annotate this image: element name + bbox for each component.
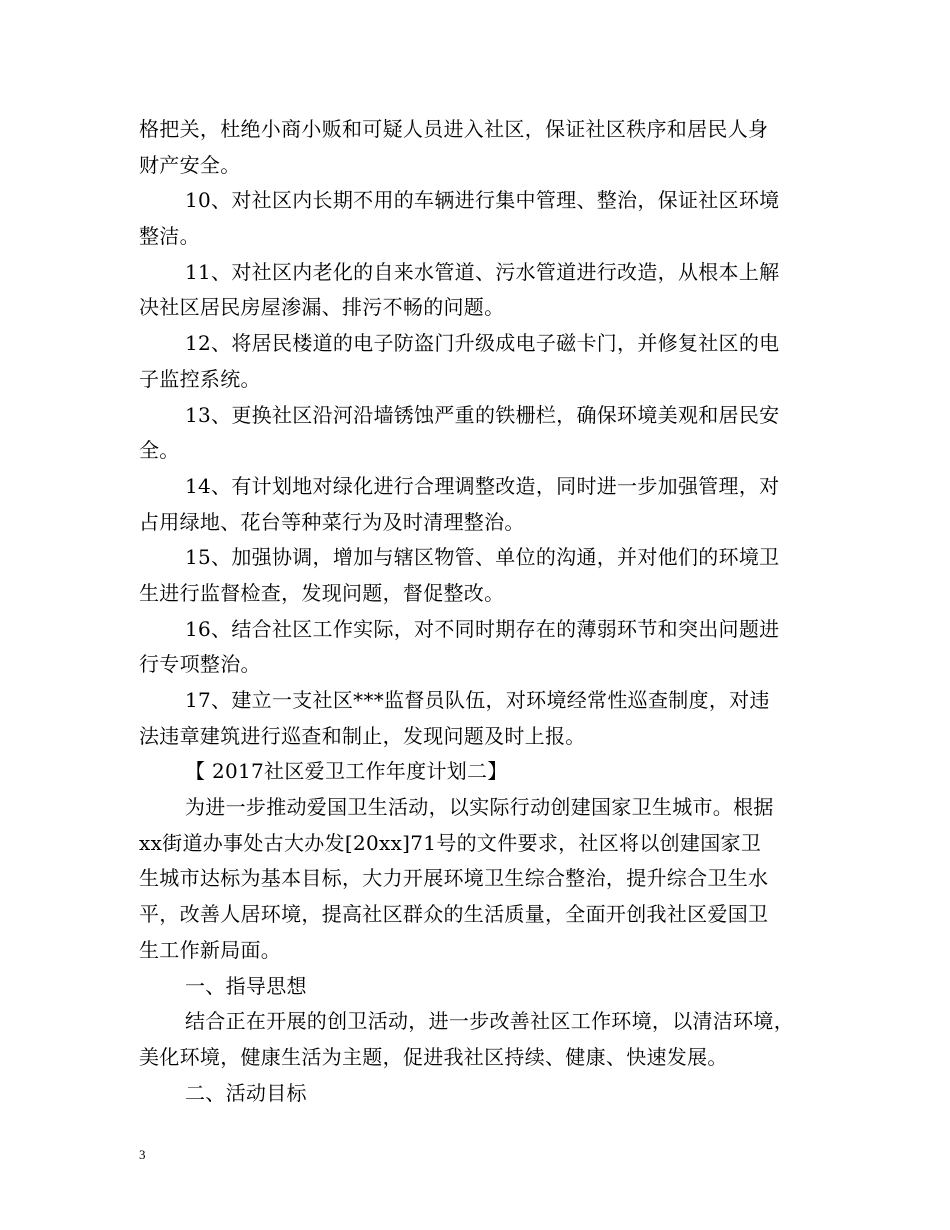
- text-line: 二、活动目标: [185, 1080, 307, 1105]
- text-line: 一、指导思想: [185, 973, 307, 998]
- text-line: 【 2017社区爱卫工作年度计划二】: [185, 759, 508, 784]
- text-line: 决社区居民房屋渗漏、排污不畅的问题。: [139, 295, 505, 320]
- text-line: 美化环境，健康生活为主题，促进我社区持续、健康、快速发展。: [139, 1044, 728, 1069]
- text-line: 15、加强协调，增加与辖区物管、单位的沟通，并对他们的环境卫: [185, 545, 780, 570]
- text-line: 生城市达标为基本目标，大力开展环境卫生综合整治，提升综合卫生水: [139, 866, 769, 891]
- text-line: 17、建立一支社区***监督员队伍，对环境经常性巡查制度，对违: [185, 688, 770, 712]
- text-line: 行专项整治。: [139, 652, 261, 677]
- text-line: 16、结合社区工作实际，对不同时期存在的薄弱环节和突出问题进: [185, 616, 780, 641]
- text-line: 格把关，杜绝小商小贩和可疑人员进入社区，保证社区秩序和居民人身: [139, 117, 769, 141]
- text-line: 13、更换社区沿河沿墙锈蚀严重的铁栅栏，确保环境美观和居民安: [185, 402, 780, 427]
- document-body: [139, 112, 829, 1111]
- text-line: 11、对社区内老化的自来水管道、污水管道进行改造，从根本上解: [185, 259, 780, 284]
- text-line: 整洁。: [139, 224, 200, 249]
- text-line: 财产安全。: [139, 152, 241, 177]
- text-line: 12、将居民楼道的电子防盗门升级成电子磁卡门，并修复社区的电: [185, 331, 780, 356]
- text-line: 10、对社区内长期不用的车辆进行集中管理、整治，保证社区环境: [185, 188, 780, 213]
- text-line: 占用绿地、花台等种菜行为及时清理整治。: [139, 509, 525, 534]
- page-number: 3: [139, 1147, 146, 1162]
- text-line: 结合正在开展的创卫活动，进一步改善社区工作环境，以清洁环境，: [185, 1009, 794, 1034]
- text-line: 全。: [139, 438, 180, 463]
- text-line: 子监控系统。: [139, 366, 261, 391]
- text-line: 14、有计划地对绿化进行合理调整改造，同时进一步加强管理，对: [185, 473, 780, 498]
- text-line: 为进一步推动爱国卫生活动，以实际行动创建国家卫生城市。根据: [185, 795, 774, 820]
- text-line: 生工作新局面。: [139, 937, 282, 962]
- text-line: xx街道办事处古大办发[20xx]71号的文件要求，社区将以创建国家卫: [139, 830, 762, 855]
- text-line: 法违章建筑进行巡查和制止，发现问题及时上报。: [139, 723, 586, 748]
- text-line: 平，改善人居环境，提高社区群众的生活质量，全面开创我社区爱国卫: [139, 902, 769, 927]
- text-line: 生进行监督检查，发现问题，督促整改。: [139, 580, 505, 605]
